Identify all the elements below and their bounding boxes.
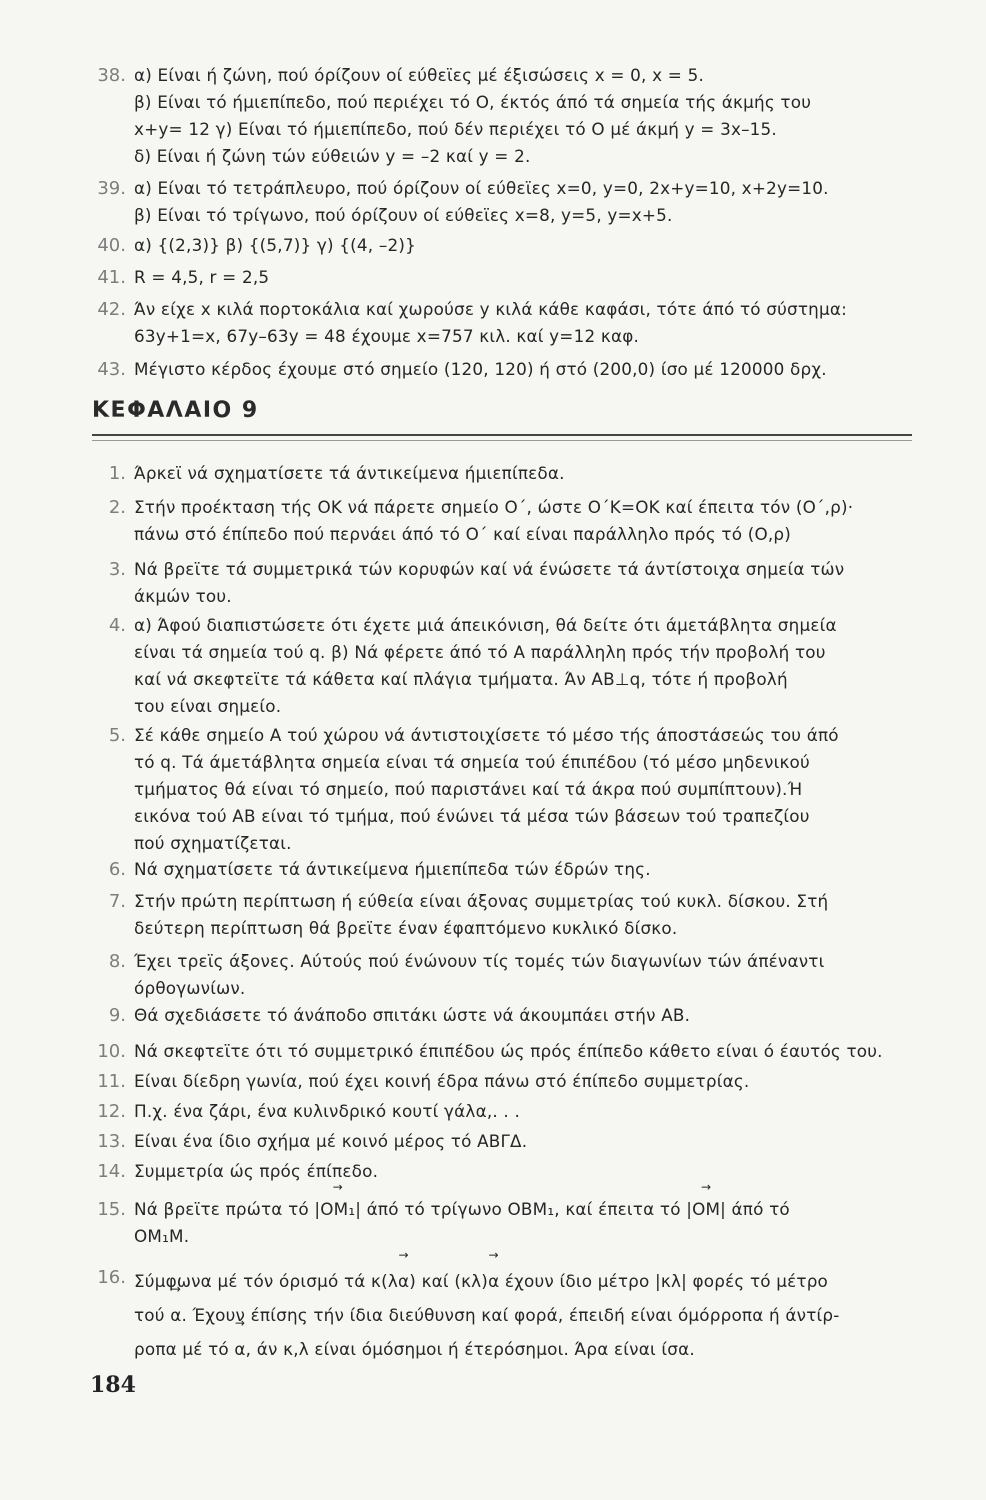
answer-line: καί νά σκεφτεϊτε τά κάθετα καί πλάγια τμήματα. Άν ΑΒ⊥q, τότε ή προβολή [134,669,788,689]
text-run: άπό τό τρίγωνο ΟΒΜ₁, καί έπειτα τό [361,1199,687,1219]
answer-line [134,1196,912,1223]
vector-a: → α [170,1298,181,1332]
answer-line: όρθογωνίων. [134,978,246,998]
answer-line: α) {(2,3)} β) {(5,7)} γ) {(4, –2)} [134,235,416,255]
chapter-rule [92,434,912,436]
answer-number: 1. [108,463,126,484]
answer-line: τμήματος θά είναι τό σημείο, πού παριστάνει καί τά άκρα πού συμπίπτουν).Ή [134,779,803,799]
answer-5 [92,722,912,857]
answer-line: α) Είναι ή ζώνη, πού όρίζουν οί εύθεϊες μέ έξισώσεις x = 0, x = 5. [134,65,704,85]
answer-line: πού σχηματίζεται. [134,833,292,853]
answer-line: Νά βρεϊτε τά συμμετρικά τών κορυφών καί νά ένώσετε τά άντίστοιχα σημεία τών [134,559,845,579]
answer-line: Άρκεϊ νά σχηματίσετε τά άντικείμενα ήμιεπίπεδα. [134,463,565,483]
text-run: ) καί (κλ) [409,1271,489,1291]
vector-a: → α [488,1264,499,1298]
answer-40 [92,232,912,259]
answer-line: Συμμετρία ώς πρός έπίπεδο. [134,1161,379,1181]
answer-line: β) Είναι τό ήμιεπίπεδο, πού περιέχει τό Ο, έκτός άπό τά σημεία τής άκμής του [134,92,812,112]
answer-line [134,1332,912,1366]
answer-4 [92,612,912,720]
answer-line: Έχει τρεϊς άξονες. Αύτούς πού ένώνουν τίς τομές τών διαγωνίων τών άπέναντι [134,951,825,971]
answer-12 [92,1098,912,1125]
answer-number: 5. [108,725,126,746]
chapter-rule-thin [92,440,912,441]
answer-10 [92,1038,912,1065]
answer-line: Μέγιστο κέρδος έχουμε στό σημείο (120, 120) ή στό (200,0) ίσο μέ 120000 δρχ. [134,359,827,379]
text-run: , άν κ,λ είναι όμόσημοι ή έτερόσημοι. Άρα είναι ίσα. [245,1339,695,1359]
answer-line: x+y= 12 γ) Είναι τό ήμιεπίπεδο, πού δέν περιέχει τό Ο μέ άκμή y = 3x–15. [134,119,777,139]
answer-15 [92,1196,912,1250]
answer-number: 13. [97,1131,126,1152]
answer-14 [92,1158,912,1185]
vector-om: → |ΟΜ| [686,1196,726,1223]
text-run: . Έχουν έπίσης τήν ίδια διεύθυνση καί φορά, έπειδή είναι όμόρροπα ή άντίρ- [181,1305,840,1325]
answer-number: 10. [97,1041,126,1062]
answer-line: Σέ κάθε σημείο Α τού χώρου νά άντιστοιχίσετε τό μέσο τής άποστάσεώς του άπό [134,725,839,745]
answer-line: τό q. Τά άμετάβλητα σημεία είναι τά σημεία τού έπιπέδου (τό μέσο μηδενικού [134,752,810,772]
answer-line: ΟΜ₁Μ. [134,1226,190,1246]
answer-line: α) Άφού διαπιστώσετε ότι έχετε μιά άπεικόνιση, θά δείτε ότι άμετάβλητα σημεία [134,615,837,635]
answer-line: α) Είναι τό τετράπλευρο, πού όρίζουν οί εύθεϊες x=0, y=0, 2x+y=10, x+2y=10. [134,178,829,198]
answer-line: Π.χ. ένα ζάρι, ένα κυλινδρικό κουτί γάλα,. . . [134,1101,521,1121]
answer-number: 3. [108,559,126,580]
answer-9 [92,1002,912,1029]
answer-line: R = 4,5, r = 2,5 [134,267,270,287]
answer-number: 15. [97,1199,126,1220]
answer-43 [92,356,912,383]
answer-line: β) Είναι τό τρίγωνο, πού όρίζουν οί εύθεϊες x=8, y=5, y=x+5. [134,205,673,225]
answer-number: 39. [97,178,126,199]
answer-line: του είναι σημείο. [134,696,282,716]
answer-number: 2. [108,497,126,518]
answer-line: Νά σχηματίσετε τά άντικείμενα ήμιεπίπεδα τών έδρών της. [134,859,651,879]
answer-number: 7. [108,891,126,912]
answer-6 [92,856,912,883]
answer-41 [92,264,912,291]
text-run: ροπα μέ τό [134,1339,235,1359]
answer-line: Στήν πρώτη περίπτωση ή εύθεία είναι άξονας συμμετρίας τού κυκλ. δίσκου. Στή [134,891,829,911]
answer-number: 14. [97,1161,126,1182]
answer-number: 16. [97,1267,126,1288]
answer-number: 42. [97,299,126,320]
answer-line: είναι τά σημεία τού q. β) Νά φέρετε άπό τό Α παράλληλη πρός τήν προβολή του [134,642,826,662]
answer-line: πάνω στό έπίπεδο πού περνάει άπό τό Ο΄ καί είναι παράλληλο πρός τό (Ο,ρ) [134,524,791,544]
answer-line: Νά σκεφτεϊτε ότι τό συμμετρικό έπιπέδου ώς πρός έπίπεδο κάθετο είναι ό έαυτός του. [134,1041,883,1061]
answer-number: 6. [108,859,126,880]
answer-line: Άν είχε x κιλά πορτοκάλια καί χωρούσε y κιλά κάθε καφάσι, τότε άπό τό σύστημα: [134,299,847,319]
answer-line: δ) Είναι ή ζώνη τών εύθειών y = –2 καί y = 2. [134,146,531,166]
answer-7 [92,888,912,942]
answer-number: 9. [108,1005,126,1026]
answer-1 [92,460,912,487]
answer-number: 41. [97,267,126,288]
answer-line: εικόνα τού ΑΒ είναι τό τμήμα, πού ένώνει τά μέσα τών βάσεων τού τραπεζίου [134,806,810,826]
vector-a: → α [234,1332,245,1366]
text-run: άπό τό [726,1199,790,1219]
chapter-title: ΚΕΦΑΛΑΙΟ 9 [92,398,259,423]
answer-line: Είναι δίεδρη γωνία, πού έχει κοινή έδρα πάνω στό έπίπεδο συμμετρίας. [134,1071,750,1091]
answer-number: 12. [97,1101,126,1122]
vector-a: → α [398,1264,409,1298]
answer-42 [92,296,912,350]
answer-line [134,1298,912,1332]
answer-number: 43. [97,359,126,380]
answer-line [134,1264,912,1298]
vector-om1: → |ΟΜ₁| [314,1196,361,1223]
answer-38 [92,62,912,170]
answer-16 [92,1264,912,1366]
answer-number: 8. [108,951,126,972]
answer-number: 38. [97,65,126,86]
page-number: 184 [90,1372,136,1398]
answer-line: δεύτερη περίπτωση θά βρεϊτε έναν έφαπτόμενο κυκλικό δίσκο. [134,918,678,938]
text-run: Νά βρεϊτε πρώτα τό [134,1199,315,1219]
answer-11 [92,1068,912,1095]
answer-3 [92,556,912,610]
answer-line: Θά σχεδιάσετε τό άνάποδο σπιτάκι ώστε νά άκουμπάει στήν ΑΒ. [134,1005,691,1025]
answer-number: 4. [108,615,126,636]
text-run: Σύμφωνα μέ τόν όρισμό τά κ(λ [134,1271,399,1291]
answer-line: Είναι ένα ίδιο σχήμα μέ κοινό μέρος τό ΑΒΓΔ. [134,1131,528,1151]
answer-number: 11. [97,1071,126,1092]
answer-number: 40. [97,235,126,256]
answer-39 [92,175,912,229]
answer-13 [92,1128,912,1155]
answer-line: 63y+1=x, 67y–63y = 48 έχουμε x=757 κιλ. καί y=12 καφ. [134,326,640,346]
text-run: έχουν ίδιο μέτρο |κλ| φορές τό μέτρο [499,1271,829,1291]
answer-8 [92,948,912,1002]
answer-2 [92,494,912,548]
answer-line: Στήν προέκταση τής ΟΚ νά πάρετε σημείο Ο΄, ώστε Ο΄Κ=ΟΚ καί έπειτα τόν (Ο΄,ρ)· [134,497,854,517]
answer-line: άκμών του. [134,586,232,606]
text-run: τού [134,1305,171,1325]
